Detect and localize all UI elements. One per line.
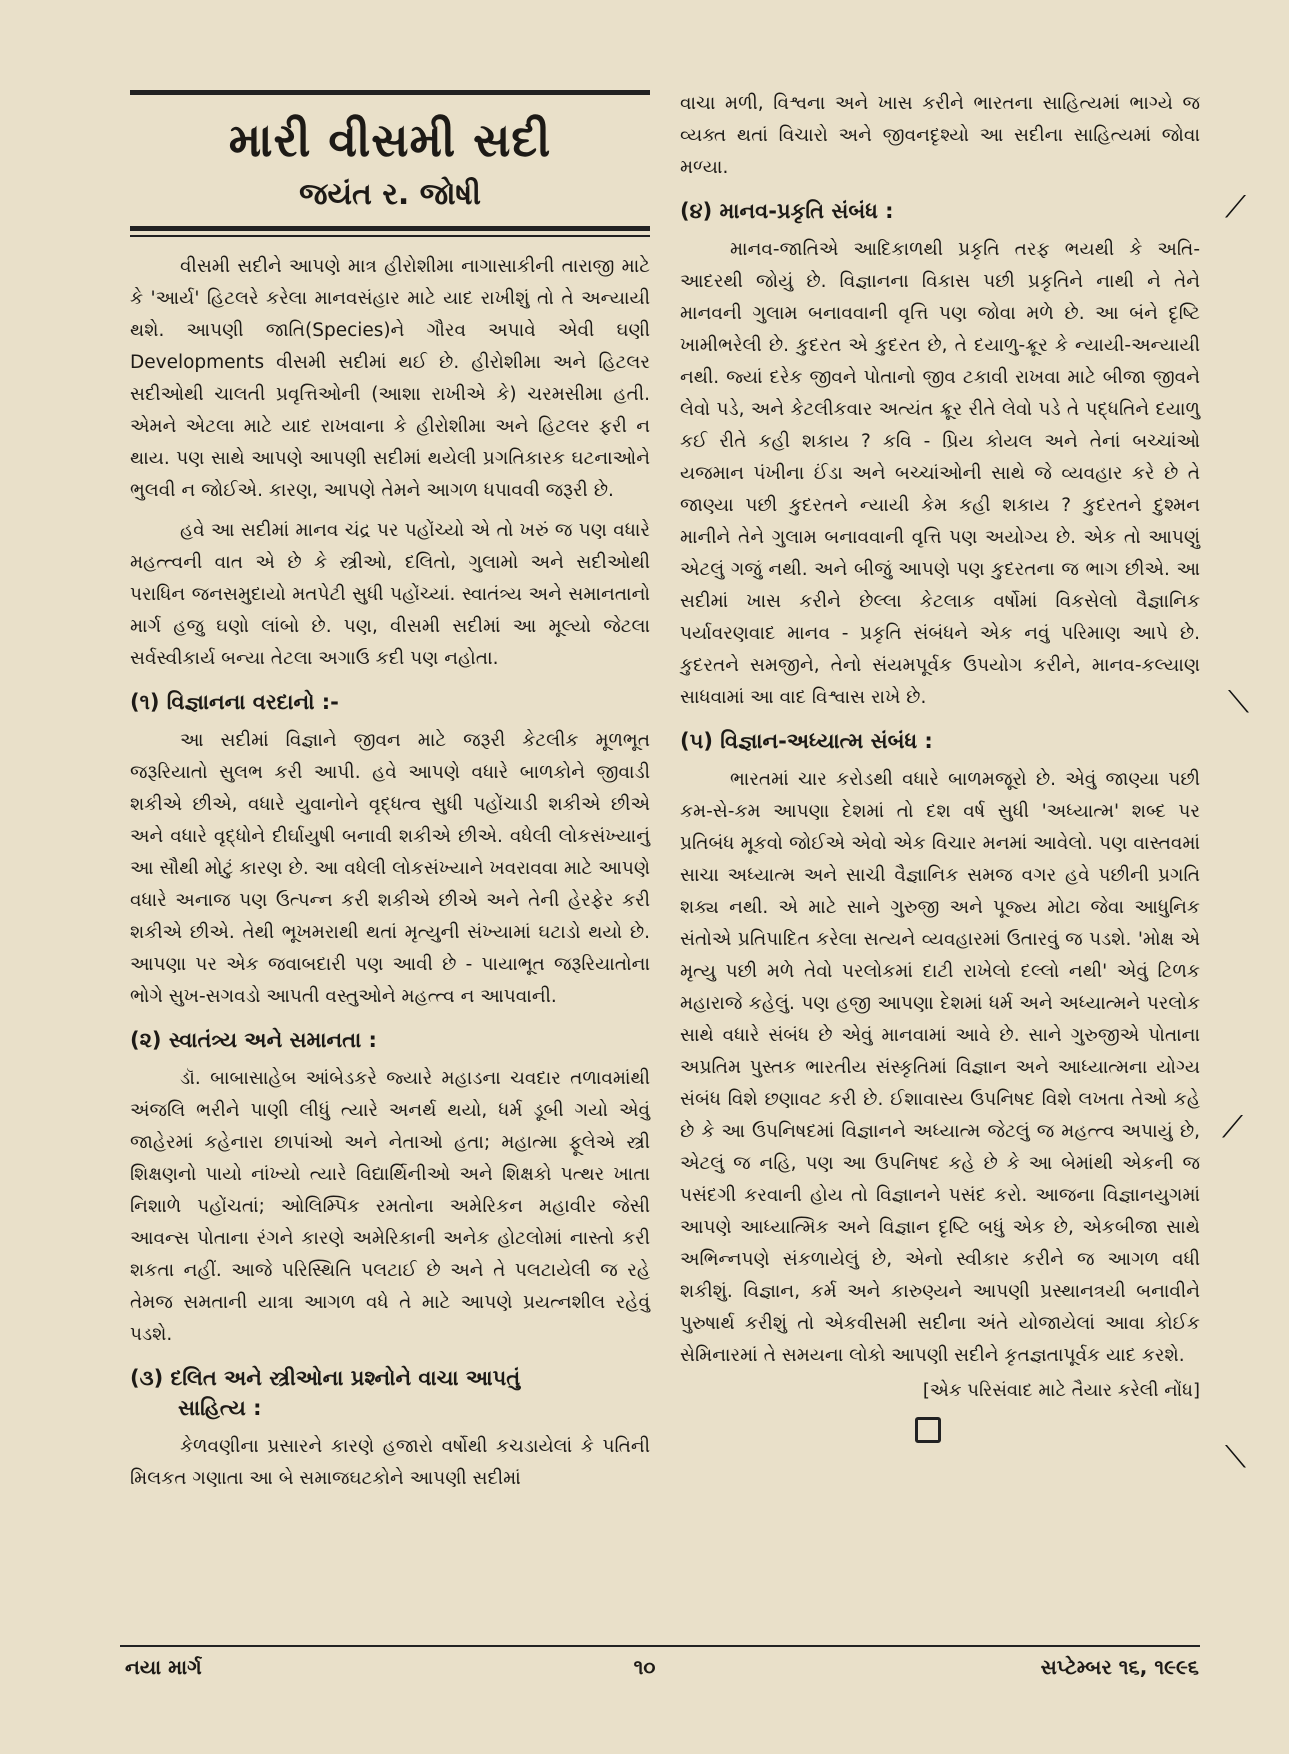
page-tear-mark: ⟍: [1228, 685, 1249, 720]
footer-page-number: ૧૦: [633, 1655, 656, 1679]
page-tear-mark: ⟋: [1225, 190, 1246, 225]
section-heading: (૪) માનવ-પ્રકૃતિ સંબંધ :: [680, 199, 894, 223]
title-bottom-rule: [130, 226, 650, 231]
right-column: [680, 88, 1200, 1443]
paragraph: ડૉ. બાબાસાહેબ આંબેડકરે જ્યારે મહાડના ચવદાર તળાવમાંથી અંજલિ ભરીને પાણી લીધું ત્યારે અનર્થ થયો, ધર્મ ડૂબી ગયો એવું જાહેરમાં કહેનારા છાપાંઓ અને નેતાઓ હતા; મહાત્મા ફૂલેએ સ્ત્રી શિક્ષણનો પાયો નાંખ્યો ત્યારે વિદ્યાર્થિનીઓ અને શિક્ષકો પત્થર ખાતા નિશાળે પહોંચતાં; ઓલિમ્પિક રમતોના અમેરિકન મહાવીર જેસી આવન્સ પોતાના રંગને કારણે અમેરિકાની અનેક હોટલોમાં નાસ્તો કરી શકતા નહીં. આજે પરિસ્થિતિ પલટાઈ છે અને તે પલટાયેલી જ રહે તેમજ સમતાની યાત્રા આગળ વધે તે માટે આપણે પ્રયત્નશીલ રહેવું પડશે.: [130, 1068, 650, 1345]
section-heading: (૨) સ્વાતંત્ર્ય અને સમાનતા :: [130, 1028, 377, 1052]
end-mark-icon: [915, 1417, 941, 1443]
paragraph: આ સદીમાં વિજ્ઞાને જીવન માટે જરૂરી કેટલીક મૂળભૂત જરૂરિયાતો સુલભ કરી આપી. હવે આપણે વધારે બાળકોને જીવાડી શકીએ છીએ, વધારે યુવાનોને વૃદ્ધત્વ સુધી પહોંચાડી શકીએ છીએ અને વધારે વૃદ્ધોને દીર્ઘાયુષી બનાવી શકીએ છીએ. વધેલી લોકસંખ્યાનું આ સૌથી મોટું કારણ છે. આ વધેલી લોકસંખ્યાને ખવરાવવા માટે આપણે વધારે અનાજ પણ ઉત્પન્ન કરી શકીએ છીએ અને તેની હેરફેર કરી શકીએ છીએ. તેથી ભૂખમરાથી થતાં મૃત્યુની સંખ્યામાં ઘટાડો થયો છે. આપણા પર એક જવાબદારી પણ આવી છે - પાયાભૂત જરૂરિયાતોના ભોગે સુખ-સગવડો આપતી વસ્તુઓને મહત્ત્વ ન આપવાની.: [130, 730, 650, 1007]
paragraph: કેળવણીના પ્રસારને કારણે હજારો વર્ષોથી કચડાયેલાં કે પતિની મિલકત ગણાતા આ બે સમાજઘટકોને આપણી સદીમાં: [130, 1436, 650, 1489]
section-heading: (૫) વિજ્ઞાન-અધ્યાત્મ સંબંધ :: [680, 729, 933, 753]
footer-publication: નયા માર્ગ: [125, 1655, 202, 1679]
paragraph: વીસમી સદીને આપણે માત્ર હીરોશીમા નાગાસાકીની તારાજી માટે કે 'આર્ય' હિટલરે કરેલા માનવસંહાર માટે યાદ રાખીશું તો તે અન્યાયી થશે. આપણી જાતિ(Species)ને ગૌરવ અપાવે એવી ઘણી Developments વીસમી સદીમાં થઈ છે. હીરોશીમા અને હિટલર સદીઓથી ચાલતી પ્રવૃત્તિઓની (આશા રાખીએ કે) ચરમસીમા હતી. એમને એટલા માટે યાદ રાખવાના કે હીરોશીમા અને હિટલર ફરી ન થાય. પણ સાથે આપણે આપણી સદીમાં થયેલી પ્રગતિકારક ઘટનાઓને ભુલવી ન જોઈએ. કારણ, આપણે તેમને આગળ ધપાવવી જરૂરી છે.: [130, 256, 650, 501]
page-tear-mark: ⟋: [1222, 1110, 1243, 1145]
footer-rule: [120, 1645, 1200, 1647]
page-tear-mark: ⟍: [1225, 1440, 1246, 1475]
title-bottom-thin-rule: [130, 235, 650, 237]
section-heading: [130, 1363, 650, 1423]
section-heading-line: (૩) દલિત અને સ્ત્રીઓના પ્રશ્નોને વાચા આપતું: [130, 1366, 521, 1390]
article-note: [એક પરિસંવાદ માટે તૈયાર કરેલી નોંધ]: [922, 1380, 1200, 1401]
paragraph: હવે આ સદીમાં માનવ ચંદ્ર પર પહોંચ્યો એ તો ખરું જ પણ વધારે મહત્ત્વની વાત એ છે કે સ્ત્રીઓ, દલિતો, ગુલામો અને સદીઓથી પરાધિન જનસમુદાયો મતપેટી સુધી પહોંચ્યાં. સ્વાતંત્ર્ય અને સમાનતાનો માર્ગ હજુ ઘણો લાંબો છે. પણ, વીસમી સદીમાં આ મૂલ્યો જેટલા સર્વસ્વીકાર્ય બન્યા તેટલા અગાઉ કદી પણ નહોતા.: [130, 520, 650, 669]
paragraph: વાચા મળી, વિશ્વના અને ખાસ કરીને ભારતના સાહિત્યમાં ભાગ્યે જ વ્યક્ત થતાં વિચારો અને જીવનદૃશ્યો આ સદીના સાહિત્યમાં જોવા મળ્યા.: [680, 93, 1200, 178]
section-heading: (૧) વિજ્ઞાનના વરદાનો :-: [130, 690, 339, 714]
article-title: મારી વીસમી સદી: [228, 113, 552, 167]
section-heading-line: સાહિત્ય :: [178, 1396, 262, 1420]
title-top-rule: [130, 90, 650, 95]
paragraph: માનવ-જાતિએ આદિકાળથી પ્રકૃતિ તરફ ભયથી કે અતિ-આદરથી જોયું છે. વિજ્ઞાનના વિકાસ પછી પ્રકૃતિને નાથી ને તેને માનવની ગુલામ બનાવવાની વૃત્તિ પણ જોવા મળે છે. આ બંને દૃષ્ટિ ખામીભરેલી છે. કુદરત એ કુદરત છે, તે દયાળુ-ક્રૂર કે ન્યાયી-અન્યાયી નથી. જ્યાં દરેક જીવને પોતાનો જીવ ટકાવી રાખવા માટે બીજા જીવને લેવો પડે, અને કેટલીકવાર અત્યંત ક્રૂર રીતે લેવો પડે તે પદ્ધતિને દયાળુ કઈ રીતે કહી શકાય ? કવિ - પ્રિય કોયલ અને તેનાં બચ્ચાંઓ યજમાન પંખીના ઈંડા અને બચ્ચાંઓની સાથે જે વ્યવહાર કરે છે તે જાણ્યા પછી કુદરતને ન્યાયી કેમ કહી શકાય ? કુદરતને દુશ્મન માનીને તેને ગુલામ બનાવવાની વૃત્તિ પણ અયોગ્ય છે. એક તો આપણું એટલું ગજું નથી. અને બીજું આપણે પણ કુદરતના જ ભાગ છીએ. આ સદીમાં ખાસ કરીને છેલ્લા કેટલાક વર્ષોમાં વિકસેલો વૈજ્ઞાનિક પર્યાવરણવાદ માનવ - પ્રકૃતિ સંબંધને એક નવું પરિમાણ આપે છે. કુદરતને સમજીને, તેનો સંયમપૂર્વક ઉપયોગ કરીને, માનવ-કલ્યાણ સાધવામાં આ વાદ વિશ્વાસ રાખે છે.: [680, 239, 1200, 708]
paragraph: ભારતમાં ચાર કરોડથી વધારે બાળમજૂરો છે. એવું જાણ્યા પછી કમ-સે-કમ આપણા દેશમાં તો દશ વર્ષ સુધી 'અધ્યાત્મ' શબ્દ પર પ્રતિબંધ મૂકવો જોઈએ એવો એક વિચાર મનમાં આવેલો. પણ વાસ્તવમાં સાચા અધ્યાત્મ અને સાચી વૈજ્ઞાનિક સમજ વગર હવે પછીની પ્રગતિ શક્ય નથી. એ માટે સાને ગુરુજી અને પૂજ્ય મોટા જેવા આધુનિક સંતોએ પ્રતિપાદિત કરેલા સત્યને વ્યવહારમાં ઉતારવું જ પડશે. 'મોક્ષ એ મૃત્યુ પછી મળે તેવો પરલોકમાં દાટી રાખેલો દલ્લો નથી' એવું ટિળક મહારાજે કહેલું. પણ હજી આપણા દેશમાં ધર્મ અને અધ્યાત્મને પરલોક સાથે વધારે સંબંધ છે એવું માનવામાં આવે છે. સાને ગુરુજીએ પોતાના અપ્રતિમ પુસ્તક ભારતીય સંસ્કૃતિમાં વિજ્ઞાન અને આધ્યાત્મના યોગ્ય સંબંધ વિશે છણાવટ કરી છે. ઈશાવાસ્ય ઉપનિષદ વિશે લખતા તેઓ કહે છે કે આ ઉપનિષદમાં વિજ્ઞાનને અધ્યાત્મ જેટલું જ મહત્ત્વ અપાયું છે, એટલું જ નહિ, પણ આ ઉપનિષદ કહે છે કે આ બેમાંથી એકની જ પસંદગી કરવાની હોય તો વિજ્ઞાનને પસંદ કરો. આજના વિજ્ઞાનયુગમાં આપણે આધ્યાત્મિક અને વિજ્ઞાન દૃષ્ટિ બધું એક છે, એકબીજા સાથે અભિન્નપણે સંકળાયેલું છે, એનો સ્વીકાર કરીને જ આગળ વધી શકીશું. વિજ્ઞાન, કર્મ અને કારુણ્યને આપણી પ્રસ્થાનત્રયી બનાવીને પુરુષાર્થ કરીશું તો એકવીસમી સદીના અંતે યોજાયેલાં આવા કોઈક સેમિનારમાં તે સમયના લોકો આપણી સદીને કૃતજ્ઞતાપૂર્વક યાદ કરશે.: [680, 769, 1200, 1366]
article-author: જયંત ર. જોષી: [299, 177, 481, 212]
left-column: [130, 80, 650, 1503]
footer-date: સપ્ટેમ્બર ૧૬, ૧૯૯૬: [1040, 1655, 1199, 1679]
